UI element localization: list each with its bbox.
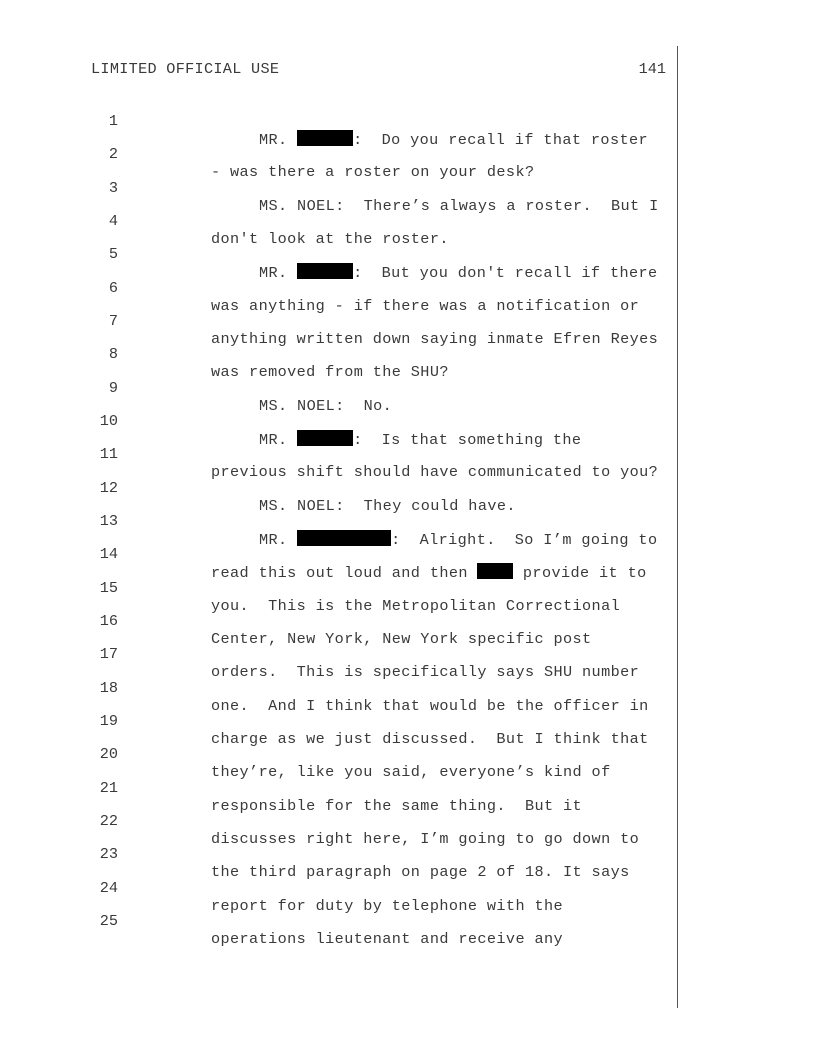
line-text: they’re, like you said, everyone’s kind of [211, 763, 611, 781]
line-text: discusses right here, I’m going to go down to [211, 830, 640, 848]
line-text: MS. NOEL: They could have. [259, 497, 516, 515]
transcript-line [0, 861, 816, 915]
transcript-line [0, 527, 816, 582]
line-text: responsible for the same thing. But it [211, 797, 583, 815]
transcript-line [0, 461, 816, 515]
transcript-line [0, 627, 816, 681]
line-text: read this out loud and then provide it to [211, 564, 647, 582]
line-number: 14 [99, 545, 118, 563]
classification-header: LIMITED OFFICIAL USE [91, 60, 280, 78]
line-number: 11 [99, 445, 118, 463]
line-number: 23 [99, 845, 118, 863]
transcript-line [0, 894, 816, 948]
transcript-line [0, 261, 816, 315]
line-number: 18 [99, 679, 118, 697]
transcript-line [0, 127, 816, 181]
transcript-line [0, 194, 816, 248]
line-number: 8 [108, 345, 118, 363]
transcript-line [0, 761, 816, 815]
line-number: 12 [99, 479, 118, 497]
line-number: 3 [108, 179, 118, 197]
line-number: 16 [99, 612, 118, 630]
line-number: 2 [108, 145, 118, 163]
transcript-line [0, 361, 816, 415]
line-number: 19 [99, 712, 118, 730]
transcript-line [0, 394, 816, 449]
line-number: 5 [108, 245, 118, 263]
line-text: was anything - if there was a notification or [211, 297, 640, 315]
line-text: MR. : Alright. So I’m going to [259, 531, 658, 549]
line-number: 25 [99, 912, 118, 930]
line-number: 22 [99, 812, 118, 830]
transcript-line [0, 561, 816, 615]
line-text: - was there a roster on your desk? [211, 163, 535, 181]
line-number: 10 [99, 412, 118, 430]
line-text: orders. This is specifically says SHU number [211, 663, 640, 681]
line-text: don't look at the roster. [211, 230, 449, 248]
line-text: one. And I think that would be the officer in [211, 697, 649, 715]
transcript-line [0, 94, 816, 149]
line-text: MS. NOEL: There’s always a roster. But I [259, 197, 659, 215]
line-text: the third paragraph on page 2 of 18. It says [211, 863, 630, 881]
transcript-line [0, 327, 816, 381]
transcript-line [0, 594, 816, 648]
line-text: Center, New York, New York specific post [211, 630, 592, 648]
transcript-line [0, 827, 816, 881]
line-text: anything written down saying inmate Efren Reyes [211, 330, 659, 348]
transcript-line [0, 161, 816, 215]
line-number: 7 [108, 312, 118, 330]
line-text: you. This is the Metropolitan Correctional [211, 597, 621, 615]
line-number: 24 [99, 879, 118, 897]
transcript-line [0, 294, 816, 348]
line-text: MS. NOEL: No. [259, 397, 393, 415]
line-text: MR. : Is that something the [259, 431, 582, 449]
transcript-line [0, 227, 816, 282]
transcript-line [0, 661, 816, 715]
line-text: previous shift should have communicated to you? [211, 463, 659, 481]
line-number: 21 [99, 779, 118, 797]
line-text: MR. : But you don't recall if there [259, 264, 658, 282]
line-number: 15 [99, 579, 118, 597]
transcript-line [0, 727, 816, 781]
line-number: 17 [99, 645, 118, 663]
line-number: 13 [99, 512, 118, 530]
line-number: 20 [99, 745, 118, 763]
transcript-line [0, 494, 816, 549]
line-text: operations lieutenant and receive any [211, 930, 564, 948]
transcript-line [0, 694, 816, 748]
line-number: 9 [108, 379, 118, 397]
line-text: was removed from the SHU? [211, 363, 449, 381]
line-text: charge as we just discussed. But I think that [211, 730, 649, 748]
line-text: report for duty by telephone with the [211, 897, 564, 915]
transcript-line [0, 427, 816, 481]
transcript-line [0, 794, 816, 848]
line-number: 1 [108, 112, 118, 130]
line-number: 4 [108, 212, 118, 230]
line-number: 6 [108, 279, 118, 297]
page-number: 141 [638, 60, 666, 78]
line-text: MR. : Do you recall if that roster [259, 131, 648, 149]
